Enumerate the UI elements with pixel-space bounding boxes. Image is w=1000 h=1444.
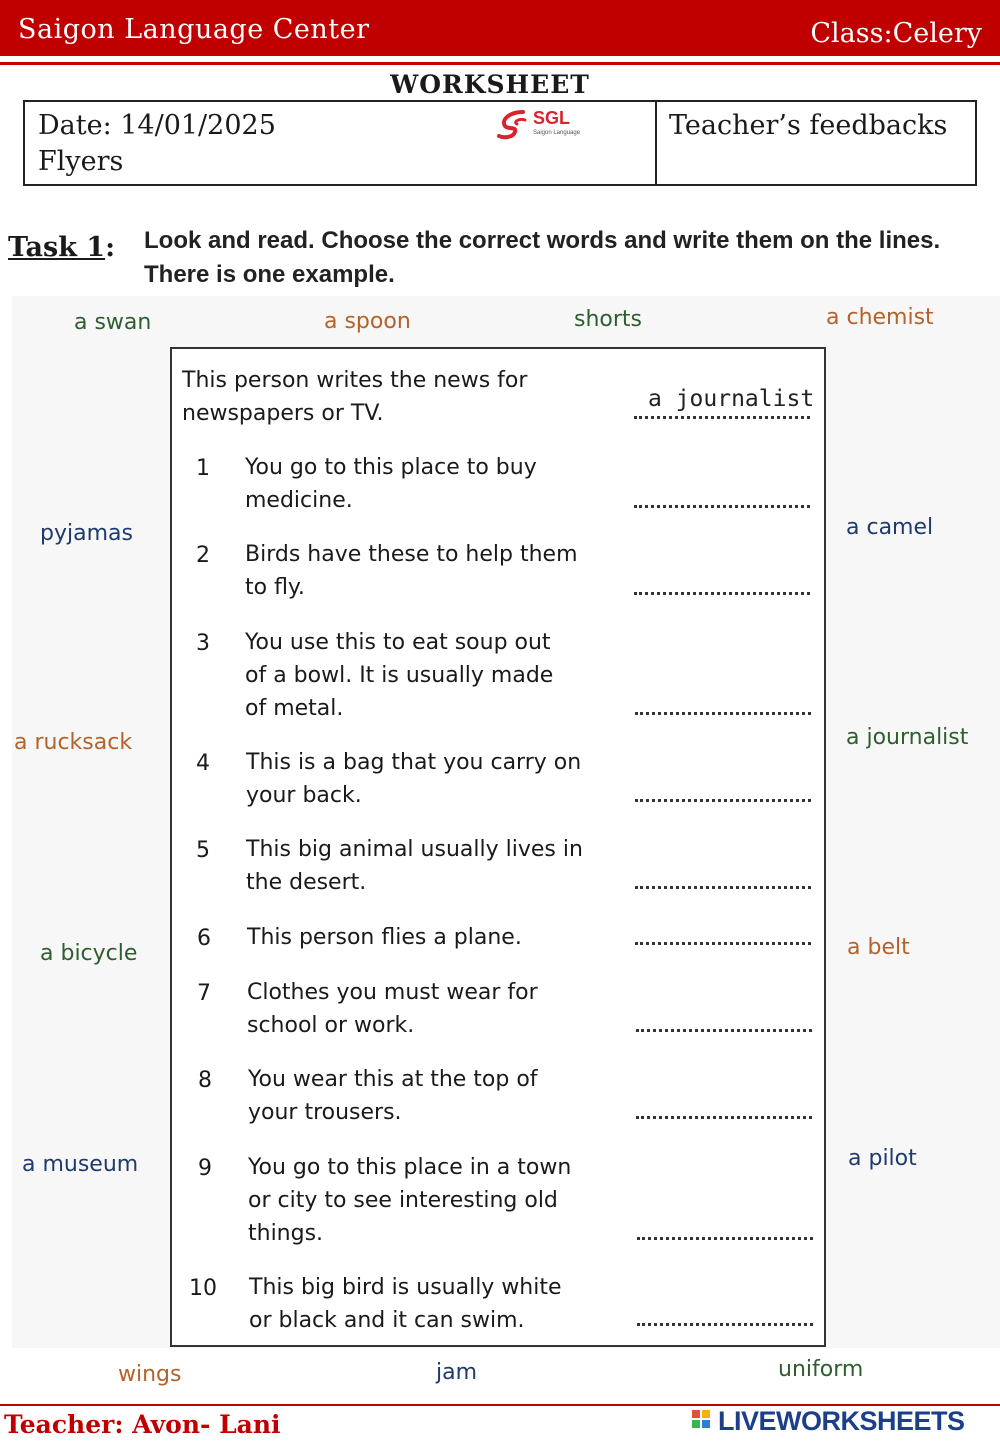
example-answer-line bbox=[634, 416, 810, 419]
question-text bbox=[248, 1063, 538, 1129]
liveworksheets-brand[interactable]: LIVEWORKSHEETS bbox=[718, 1406, 965, 1436]
question-line: This big animal usually lives in bbox=[246, 837, 583, 862]
class-label: Class:Celery bbox=[810, 18, 982, 49]
question-text bbox=[245, 451, 537, 517]
question-number: 5 bbox=[196, 838, 210, 863]
question-number: 3 bbox=[196, 631, 210, 656]
header-divider bbox=[0, 62, 1000, 65]
question-line: your trousers. bbox=[248, 1100, 402, 1125]
question-line: school or work. bbox=[247, 1013, 415, 1038]
word-rucksack: a rucksack bbox=[14, 730, 133, 755]
header-bar bbox=[0, 0, 1000, 56]
sgl-logo bbox=[495, 106, 595, 142]
question-number: 2 bbox=[196, 543, 210, 568]
logo-subtext: Saigon Language bbox=[533, 130, 581, 136]
logo-square-icon bbox=[702, 1420, 710, 1428]
task-instruction: Look and read. Choose the correct words and write them on the lines. There is one example. bbox=[144, 227, 941, 288]
logo-text: SGL bbox=[533, 108, 571, 128]
question-line: or black and it can swim. bbox=[249, 1308, 525, 1333]
question-line: medicine. bbox=[245, 488, 353, 513]
word-spoon: a spoon bbox=[324, 309, 411, 334]
question-text bbox=[245, 626, 553, 725]
logo-square-icon bbox=[692, 1420, 700, 1428]
question-number: 1 bbox=[196, 456, 210, 481]
teacher-name: Teacher: Avon- Lani bbox=[4, 1410, 281, 1439]
word-pyjamas: pyjamas bbox=[40, 521, 133, 546]
question-line: to fly. bbox=[245, 575, 305, 600]
question-line: things. bbox=[248, 1221, 324, 1246]
answer-line-9[interactable] bbox=[637, 1237, 813, 1240]
answer-line-2[interactable] bbox=[634, 592, 810, 595]
word-bicycle: a bicycle bbox=[40, 941, 138, 966]
question-line: You go to this place to buy bbox=[245, 455, 537, 480]
word-wings: wings bbox=[118, 1362, 182, 1387]
example-line: This person writes the news for bbox=[182, 368, 528, 393]
question-line: You go to this place in a town bbox=[248, 1155, 572, 1180]
worksheet-title: WORKSHEET bbox=[390, 70, 590, 99]
center-name: Saigon Language Center bbox=[18, 14, 370, 45]
question-number: 9 bbox=[198, 1156, 212, 1181]
question-number: 7 bbox=[197, 981, 211, 1006]
word-camel: a camel bbox=[846, 515, 934, 540]
logo-square-icon bbox=[702, 1410, 710, 1418]
question-text bbox=[245, 538, 578, 604]
answer-line-10[interactable] bbox=[637, 1323, 813, 1326]
question-line: of metal. bbox=[245, 696, 344, 721]
question-line: You use this to eat soup out bbox=[245, 630, 551, 655]
word-belt: a belt bbox=[847, 935, 910, 960]
example-question bbox=[182, 364, 527, 430]
answer-line-7[interactable] bbox=[636, 1029, 812, 1032]
question-line: This person flies a plane. bbox=[247, 925, 522, 950]
task-label bbox=[8, 232, 115, 263]
question-number: 6 bbox=[197, 926, 211, 951]
question-line: or city to see interesting old bbox=[248, 1188, 558, 1213]
task-colon: : bbox=[105, 232, 116, 263]
teacher-feedback-label: Teacher’s feedbacks bbox=[669, 110, 948, 141]
word-chemist: a chemist bbox=[826, 305, 934, 330]
question-number: 10 bbox=[189, 1276, 217, 1301]
info-box bbox=[23, 100, 977, 186]
answer-line-6[interactable] bbox=[635, 942, 811, 945]
answer-line-4[interactable] bbox=[635, 799, 811, 802]
word-swan: a swan bbox=[74, 310, 152, 335]
question-text bbox=[247, 976, 538, 1042]
question-text bbox=[248, 1151, 571, 1250]
word-pilot: a pilot bbox=[848, 1146, 917, 1171]
word-uniform: uniform bbox=[778, 1357, 864, 1382]
info-divider bbox=[655, 102, 657, 184]
question-line: Clothes you must wear for bbox=[247, 980, 538, 1005]
level-text: Flyers bbox=[38, 146, 124, 177]
word-journalist: a journalist bbox=[846, 725, 969, 750]
example-line: newspapers or TV. bbox=[182, 401, 384, 426]
sgl-swirl-icon bbox=[495, 106, 531, 142]
question-line: your back. bbox=[246, 783, 362, 808]
example-answer: a journalist bbox=[648, 386, 815, 412]
question-line: You wear this at the top of bbox=[248, 1067, 538, 1092]
answer-line-3[interactable] bbox=[635, 712, 811, 715]
question-text bbox=[246, 833, 583, 899]
question-text bbox=[247, 921, 522, 954]
question-text bbox=[246, 746, 581, 812]
question-line: This big bird is usually white bbox=[249, 1275, 562, 1300]
logo-square-icon bbox=[692, 1410, 700, 1418]
question-line: Birds have these to help them bbox=[245, 542, 578, 567]
question-line: the desert. bbox=[246, 870, 367, 895]
answer-line-5[interactable] bbox=[635, 886, 811, 889]
question-number: 8 bbox=[198, 1068, 212, 1093]
word-museum: a museum bbox=[22, 1152, 139, 1177]
question-number: 4 bbox=[196, 751, 210, 776]
word-shorts: shorts bbox=[574, 307, 642, 332]
task-number: Task 1 bbox=[8, 232, 106, 263]
question-text bbox=[249, 1271, 562, 1337]
question-line: This is a bag that you carry on bbox=[246, 750, 582, 775]
date-text: Date: 14/01/2025 bbox=[38, 110, 276, 141]
word-jam: jam bbox=[436, 1360, 478, 1385]
question-line: of a bowl. It is usually made bbox=[245, 663, 554, 688]
answer-line-8[interactable] bbox=[636, 1116, 812, 1119]
answer-line-1[interactable] bbox=[634, 505, 810, 508]
